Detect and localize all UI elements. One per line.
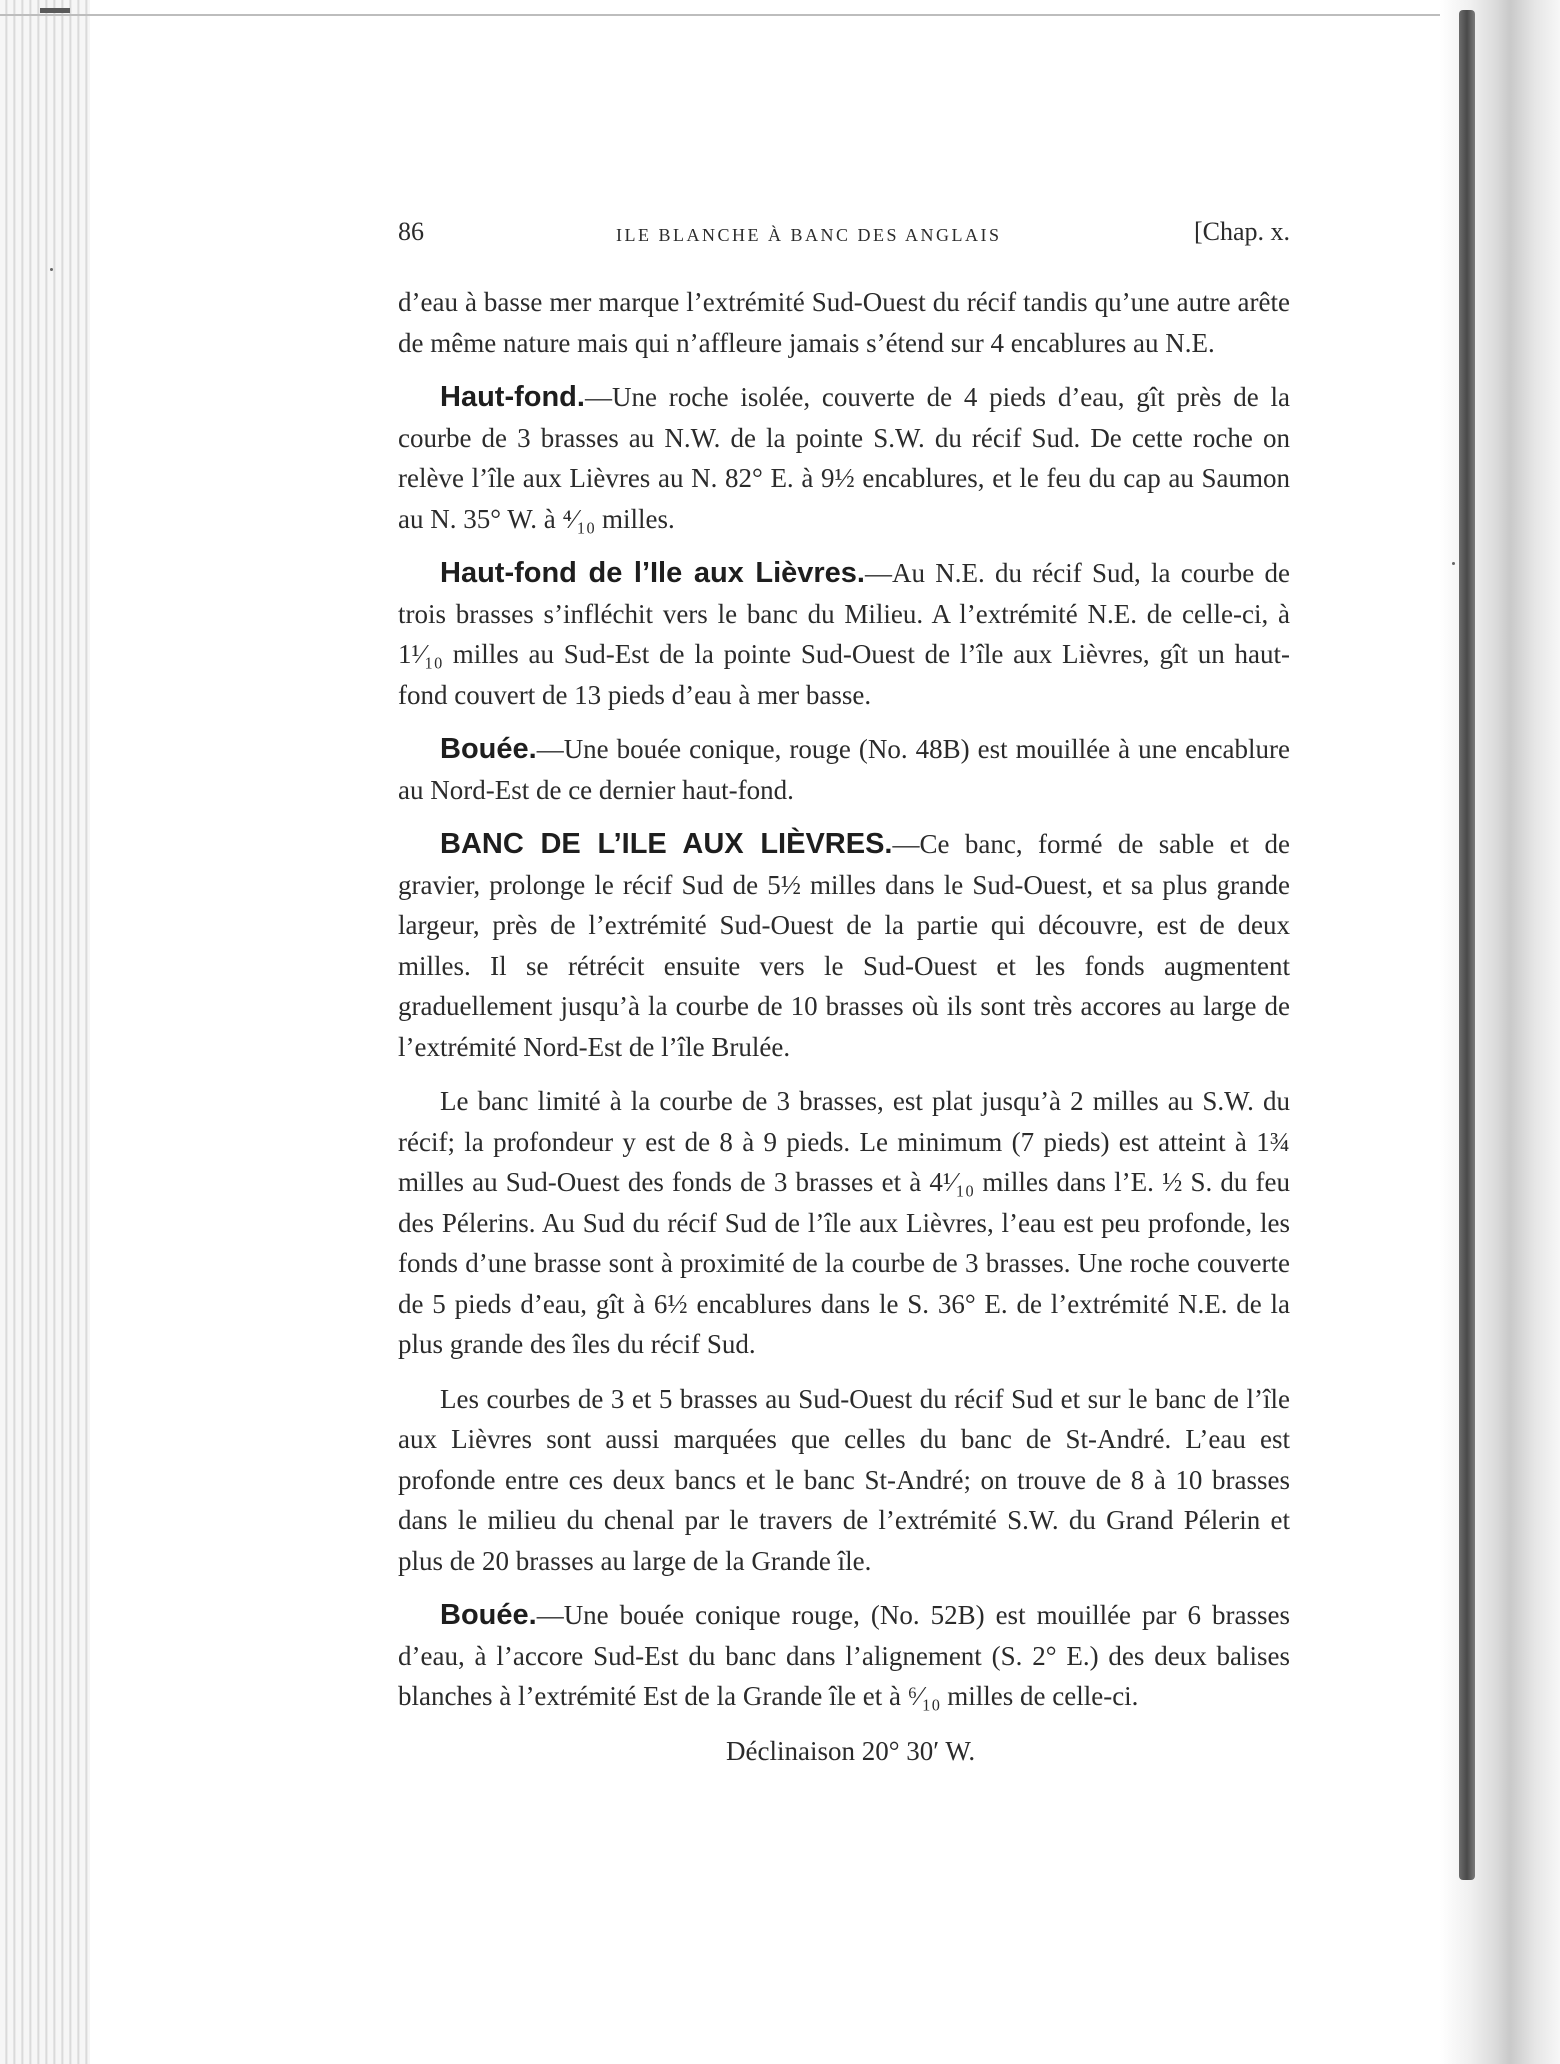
section-heading: Haut-fond. (440, 381, 585, 413)
page-number: 86 (398, 217, 424, 246)
section-heading: Haut-fond de l’Ile aux Lièvres. (440, 557, 865, 589)
running-head (398, 212, 1290, 252)
paragraph-bouee-52b (398, 1595, 1290, 1717)
running-title: ILE BLANCHE À BANC DES ANGLAIS (616, 225, 1002, 245)
top-page-edge (0, 14, 1440, 16)
paragraph-banc-ile-aux-lievres (398, 824, 1290, 1067)
corner-mark (40, 8, 70, 13)
declinaison-note: Déclinaison 20° 30′ W. (726, 1735, 976, 1766)
section-heading: Bouée. (440, 1599, 537, 1631)
book-page (398, 212, 1290, 1771)
paragraph-text: —Une bouée conique rouge, (No. 52B) est mouillée par 6 brasses d’eau, à l’accore Sud-Est du banc dans l’alignement (S. 2° E.) des deux balises blanches à l’extrémité Est de la Grande île et à ⁶⁄₁₀ milles de celle-ci. (398, 1600, 1290, 1711)
spine-shadow (1459, 10, 1475, 1880)
paragraph-courbes: Les courbes de 3 et 5 brasses au Sud-Ouest du récif Sud et sur le banc de l’île aux Lièvres sont aussi marquées que celles du banc de St-André. L’eau est profonde entre ces deux bancs et le banc St-André; on trouve de 8 à 10 brasses dans le milieu du chenal par le travers de l’extrémité S.W. du Grand Pélerin et plus de 20 brasses au large de la Grande île. (398, 1383, 1290, 1576)
paragraph-bouee-48b (398, 729, 1290, 810)
paragraph-banc-limite: Le banc limité à la courbe de 3 brasses, est plat jusqu’à 2 milles au S.W. du récif; la profondeur y est de 8 à 9 pieds. Le minimum (7 pieds) est atteint à 1¾ milles au Sud-Ouest des fonds de 3 brasses et à 4¹⁄₁₀ milles dans l’E. ½ S. du feu des Pélerins. Au Sud du récif Sud de l’île aux Lièvres, l’eau est peu profonde, les fonds d’une brasse sont à proximité de la courbe de 3 brasses. Une roche couverte de 5 pieds d’eau, gît à 6½ encablures dans le S. 36° E. de l’extrémité N.E. de la plus grande des îles du récif Sud. (398, 1086, 1290, 1359)
paragraph-text: —Une roche isolée, couverte de 4 pieds d’eau, gît près de la courbe de 3 brasses au N.W. de la pointe S.W. du récif Sud. De cette roche on relève l’île aux Lièvres au N. 82° E. à 9½ encablures, et le feu du cap au Saumon au N. 35° W. à ⁴⁄₁₀ milles. (398, 382, 1290, 534)
paragraph-haut-fond-ile-aux-lievres (398, 553, 1290, 715)
book-spine (1440, 0, 1560, 2064)
dust-speck (50, 268, 53, 271)
paragraph-haut-fond (398, 377, 1290, 539)
paragraph-text: —Une bouée conique, rouge (No. 48B) est mouillée à une encablure au Nord-Est de ce dernier haut-fond. (398, 734, 1290, 805)
paragraph-text: —Ce banc, formé de sable et de gravier, prolonge le récif Sud de 5½ milles dans le Sud-Ouest, et sa plus grande largeur, près de l’extrémité Sud-Ouest de la partie qui découvre, est de deux milles. Il se rétrécit ensuite vers le Sud-Ouest et les fonds augmentent graduellement jusqu’à la courbe de 10 brasses où ils sont très accores au large de l’extrémité Nord-Est de l’île Brulée. (398, 829, 1291, 1062)
paragraph-text: —Au N.E. du récif Sud, la courbe de trois brasses s’infléchit vers le banc du Milieu. A l’extrémité N.E. de celle-ci, à 1¹⁄₁₀ milles au Sud-Est de la pointe Sud-Ouest de l’île aux Lièvres, gît un haut-fond couvert de 13 pieds d’eau à mer basse. (398, 558, 1290, 710)
dust-speck (1452, 562, 1455, 565)
paragraph-continuation: d’eau à basse mer marque l’extrémité Sud-Ouest du récif tandis qu’une autre arête de même nature mais qui n’affleure jamais s’étend sur 4 encablures au N.E. (398, 287, 1290, 358)
chapter-label: [Chap. x. (1193, 217, 1290, 246)
section-heading: BANC DE L’ILE AUX LIÈVRES. (440, 828, 893, 860)
page-edge-stack (0, 0, 90, 2064)
section-heading: Bouée. (440, 733, 537, 765)
